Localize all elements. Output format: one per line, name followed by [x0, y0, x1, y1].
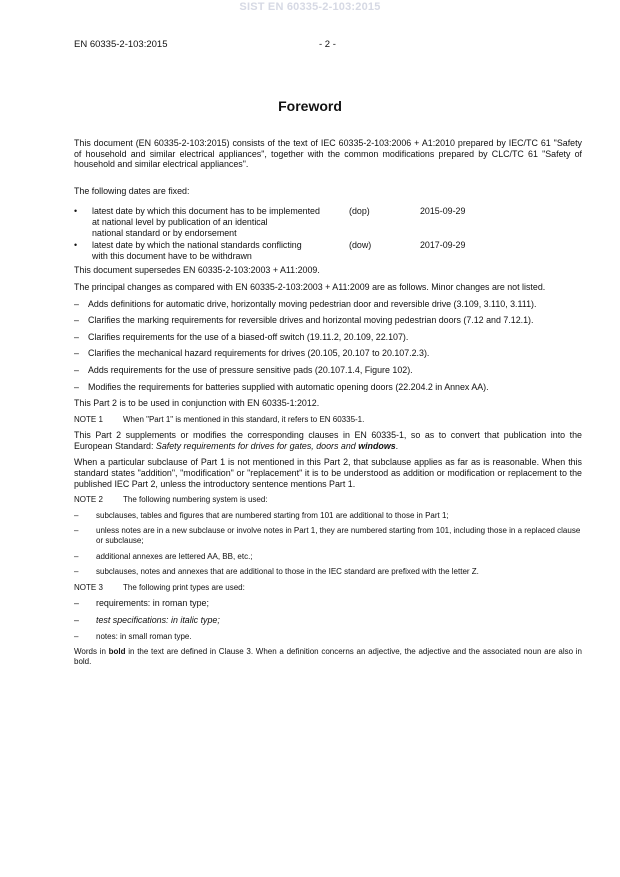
list-item: – Adds definitions for automatic drive, horizontally moving pedestrian door and reversible drive (3.109, 3.110, 3.111).: [74, 298, 537, 309]
note-text: When "Part 1" is mentioned in this standard, it refers to EN 60335-1.: [123, 414, 365, 424]
page-title: Foreword: [278, 98, 342, 114]
date-row-dow: [74, 240, 582, 261]
date-text-line: with this document have to be withdrawn: [92, 250, 252, 261]
list-item: – Adds requirements for the use of pressure sensitive pads (20.107.1.4, Figure 102).: [74, 364, 413, 375]
date-row-dop: [74, 206, 582, 238]
list-item: – Modifies the requirements for batteries supplied with automatic opening doors (22.204.2 in Annex AA).: [74, 381, 489, 392]
note-text: The following numbering system is used:: [123, 495, 268, 505]
conjunction-paragraph: This Part 2 is to be used in conjunction with EN 60335-1:2012.: [74, 398, 320, 409]
note-label: NOTE 2: [74, 495, 103, 505]
header-doc-id: EN 60335-2-103:2015: [74, 39, 168, 50]
list-item: – Clarifies the mechanical hazard requirements for drives (20.105, 20.107 to 20.107.2.3).: [74, 348, 430, 359]
supersedes-paragraph: This document supersedes EN 60335-2-103:2003 + A11:2009.: [74, 265, 320, 276]
list-item: – test specifications: in italic type;: [74, 615, 220, 625]
changes-intro: The principal changes as compared with EN 60335-2-103:2003 + A11:2009 are as follows. Minor changes are not listed.: [74, 281, 546, 292]
date-text-line: national standard or by endorsement: [92, 227, 237, 238]
list-item: – notes: in small roman type.: [74, 631, 192, 641]
changes-list: [74, 299, 582, 393]
numbering-list: [74, 511, 582, 577]
supplements-paragraph: This Part 2 supplements or modifies the corresponding clauses in EN 60335-1, so as to convert that publication into the European Standard: Safety requirements for drives for gates, doors and windows.: [74, 430, 582, 451]
note-2: [74, 495, 582, 505]
note-3: [74, 583, 582, 593]
watermark: SIST EN 60335-2-103:2015: [239, 1, 381, 13]
dates-intro: The following dates are fixed:: [74, 185, 190, 196]
date-abbr: (dop): [349, 206, 370, 217]
list-item: – Clarifies requirements for the use of a biased-off switch (19.11.2, 20.109, 22.107).: [74, 331, 409, 342]
note-1: [74, 415, 582, 425]
subclause-paragraph: When a particular subclause of Part 1 is not mentioned in this Part 2, that subclause applies as far as is reasonable. When this standard states "addition", "modification" or "replacement" it is to be understood as addition or modification or replacement to the published IEC Part 2, unless the introductory sentence mentions Part 1.: [74, 457, 582, 489]
intro-paragraph: This document (EN 60335-2-103:2015) consists of the text of IEC 60335-2-103:2006 + A1:2010 prepared by IEC/TC 61 "Safety of household and similar electrical appliances", together with the common modifications prepared by CLC/TC 61 "Safety of household and similar electrical appliances".: [74, 138, 582, 170]
note-text: The following print types are used:: [123, 582, 245, 592]
list-item: – additional annexes are lettered AA, BB, etc.;: [74, 551, 253, 561]
date-text-line: latest date by which the national standards conflicting: [92, 240, 302, 251]
date-value: 2017-09-29: [420, 240, 466, 251]
foreword-body: [74, 138, 582, 666]
definitions-paragraph: Words in bold in the text are defined in Clause 3. When a definition concerns an adjective, the adjective and the associated noun are also in bold.: [74, 647, 582, 666]
dates-list: [74, 206, 582, 261]
bullet-icon: •: [74, 240, 78, 251]
list-item: – subclauses, notes and annexes that are additional to those in the IEC standard are prefixed with the letter Z.: [74, 567, 479, 577]
date-abbr: (dow): [349, 240, 372, 251]
note-label: NOTE 3: [74, 582, 103, 592]
date-text-line: latest date by which this document has to be implemented: [92, 206, 320, 217]
list-item: – unless notes are in a new subclause or involve notes in Part 1, they are numbered starting from 101, including those in a replaced clause or subclause;: [74, 526, 581, 546]
date-text: [92, 206, 349, 238]
list-item: – requirements: in roman type;: [74, 598, 209, 609]
print-types-list: [74, 598, 582, 641]
date-text: [92, 240, 349, 261]
note-label: NOTE 1: [74, 414, 103, 424]
bullet-icon: •: [74, 206, 78, 217]
header-page-number: - 2 -: [319, 39, 336, 50]
list-item: – Clarifies the marking requirements for reversible drives and horizontal moving pedestrian doors (7.12 and 7.12.1).: [74, 315, 534, 326]
date-value: 2015-09-29: [420, 206, 466, 217]
date-text-line: at national level by publication of an identical: [92, 216, 268, 227]
list-item: – subclauses, tables and figures that are numbered starting from 101 are additional to those in Part 1;: [74, 510, 449, 520]
